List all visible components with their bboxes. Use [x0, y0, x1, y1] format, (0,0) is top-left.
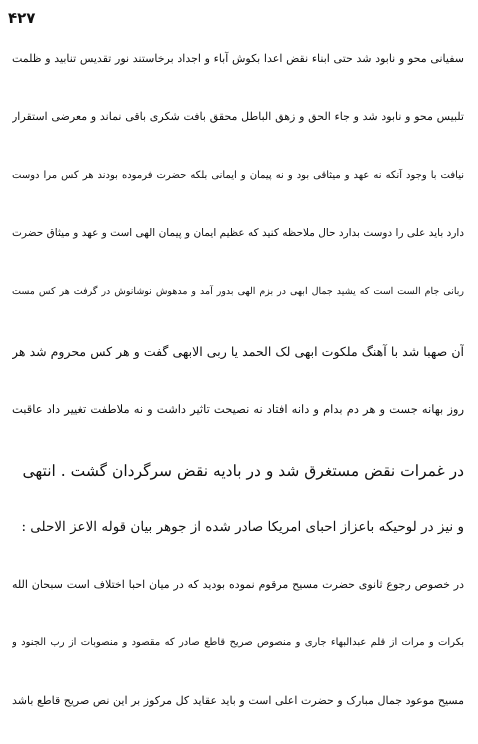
text-line-5: ربانی جام الست است که یشید جمال ابهی در بزم الهی بدور آمد و مدهوش نوشانوش در گرفت هر کس مست — [12, 285, 464, 297]
text-line-4: دارد باید علی را دوست بدارد حال ملاحظه کنید که عظیم ایمان و پیمان الهی است و عهد و میثاق حضرت — [12, 227, 464, 240]
text-line-2: تلبیس محو و نابود شد و جاء الحق و زهق الباطل محقق بافت شکری باقی نماند و معرضی استقرار — [12, 110, 464, 124]
text-line-9: و نیز در لوحیکه باعزاز احبای امریکا صادر شده از جوهر بیان قوله الاعز الاحلی : — [21, 519, 464, 536]
text-line-11: بکرات و مرات از قلم عبدالبهاء جاری و منصوص صریح قاطع صادر که مقصود و منصوبات از رب الجنود و — [12, 636, 464, 648]
text-line-1: سفیانی محو و نابود شد حتی ابناء نقض اعدا بکوش آباء و اجداد برخاستند نور تقدیس تنابید و ظلمت — [12, 52, 464, 65]
text-line-6: آن صهبا شد با آهنگ ملکوت ابهی لک الحمد یا ربی الابهی گفت و هر کس محروم شد هر — [12, 343, 464, 359]
page-number: ۴۲۷ — [8, 9, 36, 27]
text-line-8: در غمرات نقض مستغرق شد و در بادیه نقض سرگردان گشت . انتهی — [22, 461, 464, 480]
text-block — [12, 34, 464, 735]
text-line-3: نیافت با وجود آنکه نه عهد و میثاقی بود و نه پیمان و ایمانی بلکه حضرت فرموده بودند هر کس مرا دوست — [12, 169, 464, 181]
text-line-12: مسیح موعود جمال مبارک و حضرت اعلی است و باید عقاید کل مرکوز بر این نص صریح قاطع باشد — [12, 694, 464, 708]
text-line-7: روز بهانه جست و هر دم بدام و دانه افتاد نه نصیحت تاثیر داشت و نه ملاطفت تغییر داد عاقبت — [12, 402, 464, 417]
text-line-10: در خصوص رجوع ثانوی حضرت مسیح مرقوم نموده بودید که در میان احبا اختلاف است سبحان الله — [12, 577, 464, 591]
